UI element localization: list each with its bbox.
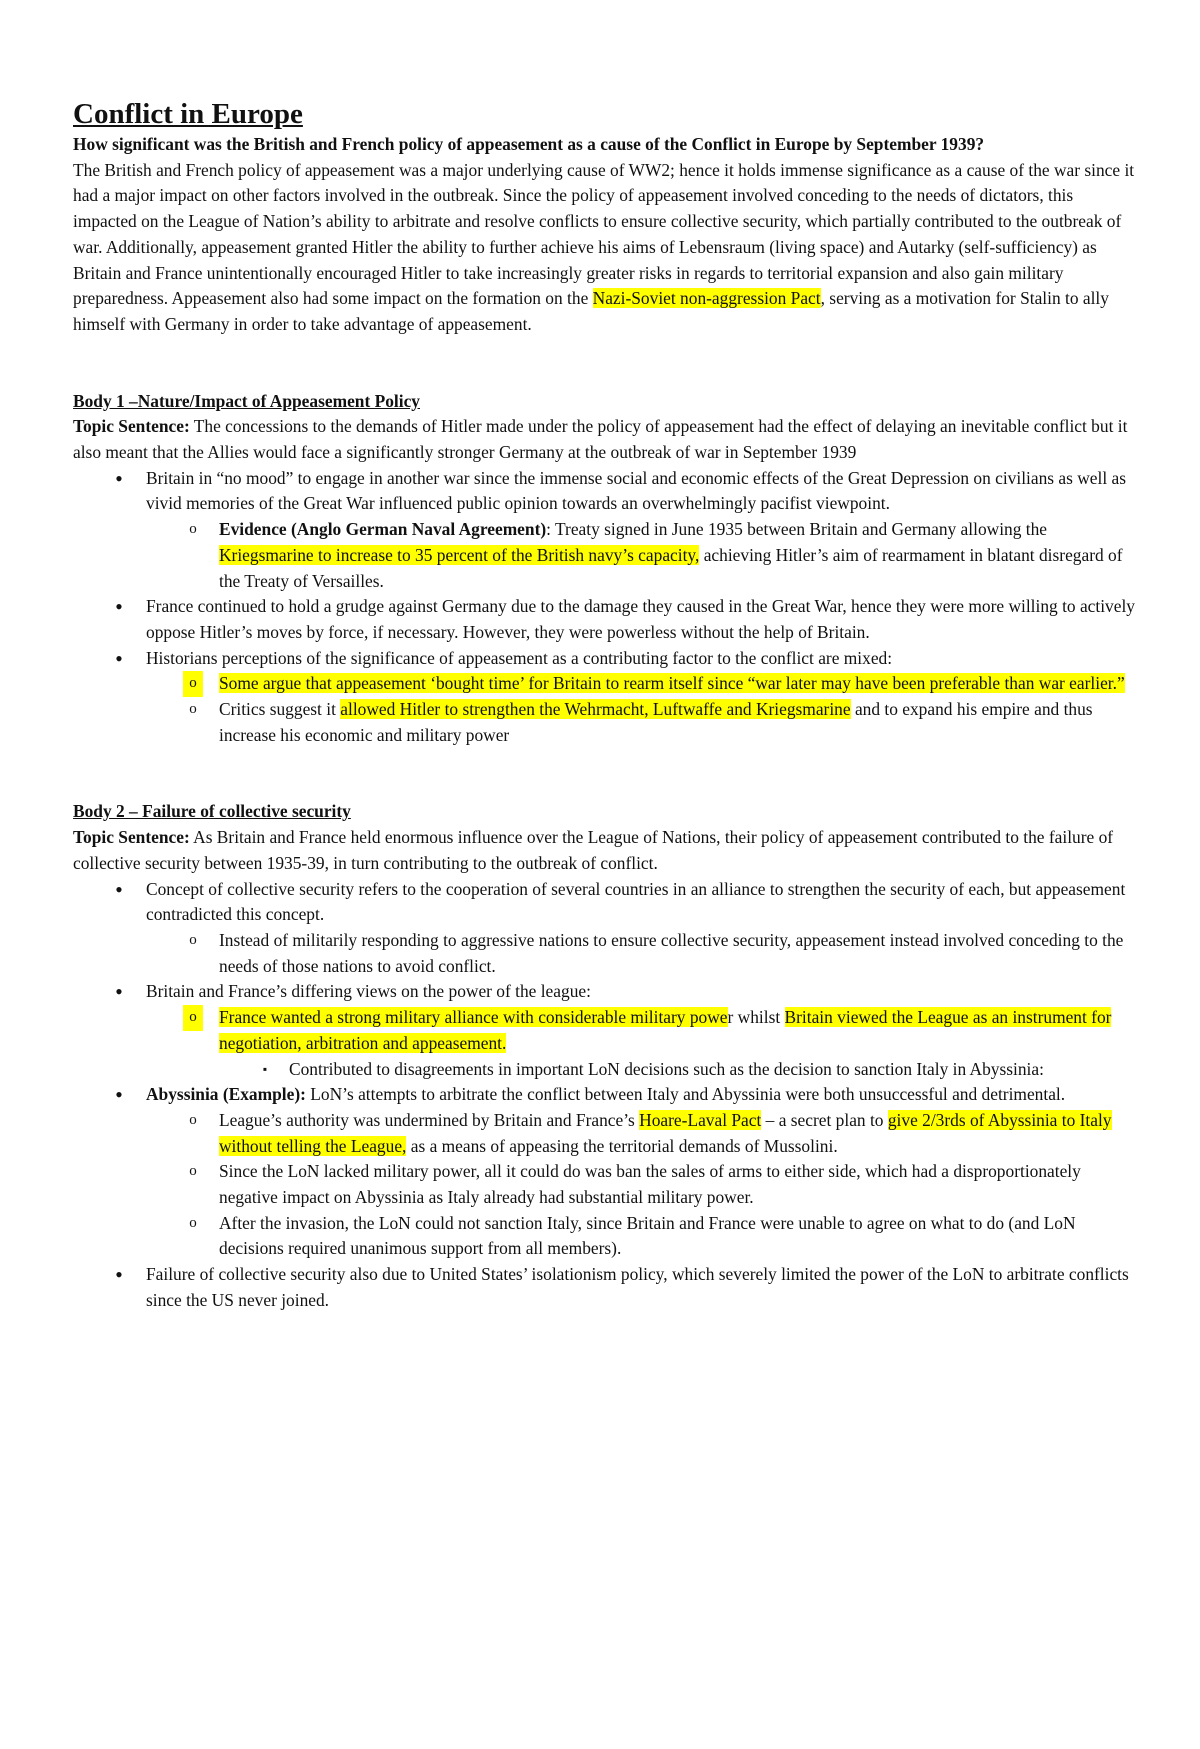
list-item-text: League’s authority was undermined by Britain and France’s: [219, 1109, 640, 1130]
list-item-text: LoN’s attempts to arbitrate the conflict between Italy and Abyssinia were both unsuccessful and detrimental.: [305, 1084, 1066, 1105]
list-item: [73, 877, 1138, 928]
circle-marker: o: [189, 701, 197, 718]
example-label: Abyssinia (Example):: [146, 1084, 306, 1105]
highlight-nazi-soviet-pact: Nazi-Soviet non-aggression Pact: [592, 288, 821, 309]
bullet-marker: •: [115, 1082, 123, 1108]
list-item-text: Critics suggest it: [219, 699, 341, 720]
list-item: [73, 1262, 1138, 1313]
circle-marker: o: [183, 1005, 203, 1031]
circle-marker: o: [183, 671, 203, 697]
list-item-text: Failure of collective security also due to United States’ isolationism policy, which severely limited the power of the LoN to arbitrate conflicts since the US never joined.: [146, 1264, 1129, 1310]
list-item: [73, 1159, 1138, 1210]
highlight-wehrmacht: allowed Hitler to strengthen the Wehrmacht, Luftwaffe and Kriegsmarine: [340, 699, 851, 720]
essay-question: How significant was the British and French policy of appeasement as a cause of the Conflict in Europe by September 1939?: [73, 134, 985, 154]
list-item-text: Instead of militarily responding to aggressive nations to ensure collective security, appeasement instead involved conceding to the needs of those nations to avoid conflict.: [219, 929, 1124, 976]
list-item-text: Since the LoN lacked military power, all it could do was ban the sales of arms to either side, which had a disproportionately negative impact on Abyssinia as Italy already had substantial military power.: [219, 1161, 1081, 1208]
list-item: [73, 646, 1138, 672]
body2-list: [73, 877, 1138, 1314]
bullet-marker: •: [115, 979, 123, 1005]
topic-label: Topic Sentence:: [73, 416, 190, 437]
bullet-marker: •: [115, 645, 123, 671]
document-page: [73, 96, 1138, 1314]
bullet-marker: •: [115, 594, 123, 620]
list-item-text: : Treaty signed in June 1935 between Britain and Germany allowing the: [546, 519, 1048, 540]
circle-marker: o: [189, 1214, 197, 1231]
circle-marker: o: [189, 1163, 197, 1180]
list-item-text: Britain and France’s differing views on the power of the league:: [146, 981, 591, 1002]
list-item-text: Britain in “no mood” to engage in another war since the immense social and economic effects of the Great Depression on civilians as well as vivid memories of the Great War influenced public opinion towards an overwhelmingly pacifist viewpoint.: [146, 467, 1127, 514]
topic-text: As Britain and France held enormous influence over the League of Nations, their policy of appeasement contributed to the failure of collective security between 1935-39, in turn contributing to the outbreak of conflict.: [73, 827, 1114, 873]
highlight-kriegsmarine: Kriegsmarine to increase to 35 percent of the British navy’s capacity,: [219, 544, 700, 565]
spacer: [73, 748, 1138, 799]
square-marker: ▪: [262, 1061, 268, 1076]
list-item: [73, 517, 1138, 594]
bullet-marker: •: [115, 1262, 123, 1288]
intro-text-1: The British and French policy of appeasement was a major underlying cause of WW2; hence it holds immense significance as a cause of the war since it had a major impact on other factors involved in the outbreak. Since the policy of appeasement involved conceding to the needs of dictators, this impacted on the League of Nation’s ability to arbitrate and resolve conflicts to ensure collective security, which partially contributed to the outbreak of war. Additionally, appeasement granted Hitler the ability to further achieve his aims of Lebensraum (living space) and Autarky (self-sufficiency) as Britain and France unintentionally encouraged Hitler to take increasingly greater risks in regards to territorial expansion and also gain military preparedness. Appeasement also had some impact on the formation on the: [73, 159, 1135, 309]
body1-heading: Body 1 –Nature/Impact of Appeasement Policy: [73, 390, 420, 411]
body2-topic-sentence: [73, 825, 1138, 876]
list-item-text: Some argue that appeasement ‘bought time’ for Britain to rearm itself since “: [219, 673, 756, 694]
list-item-text: r whilst: [727, 1007, 785, 1028]
bullet-marker: •: [115, 465, 123, 491]
body1-list: [73, 466, 1138, 749]
list-item-text: – a secret plan to: [761, 1109, 888, 1130]
list-item: [73, 697, 1138, 748]
list-item-text: Historians perceptions of the significance of appeasement as a contributing factor to the conflict are mixed:: [146, 647, 893, 668]
topic-label: Topic Sentence:: [73, 827, 190, 848]
list-item-text: France continued to hold a grudge against Germany due to the damage they caused in the Great War, hence they were more willing to actively oppose Hitler’s moves by force, if necessary. However, they were powerless without the help of Britain.: [146, 596, 1135, 642]
list-item-text: Contributed to disagreements in important LoN decisions such as the decision to sanction Italy in Abyssinia:: [289, 1058, 1044, 1079]
circle-marker: o: [189, 521, 197, 538]
list-item: [73, 1005, 1138, 1056]
list-item-text: After the invasion, the LoN could not sanction Italy, since Britain and France were unable to agree on what to do (and LoN decisions required unanimous support from all members).: [219, 1212, 1076, 1259]
list-item: [73, 1108, 1138, 1159]
list-item: [73, 1211, 1138, 1262]
list-item-text: achieving Hitler’s aim of rearmament in blatant disregard of the Treaty of Versailles.: [219, 544, 1123, 591]
spacer: [73, 338, 1138, 389]
document-title: Conflict in Europe: [73, 98, 303, 130]
highlight-britain-league: Britain viewed the League as an instrument for negotiation, arbitration and appeasement.: [219, 1007, 1112, 1053]
list-item-text: and to expand his empire and thus increase his economic and military power: [219, 699, 1093, 745]
highlight-france-military: France wanted a strong military alliance with considerable military powe: [219, 1007, 728, 1028]
list-item: [73, 466, 1138, 517]
body2-heading: Body 2 – Failure of collective security: [73, 801, 351, 822]
bullet-marker: •: [115, 876, 123, 902]
list-item: [73, 1057, 1138, 1083]
list-item: [73, 928, 1138, 979]
list-item-text: Concept of collective security refers to the cooperation of several countries in an alliance to strengthen the security of each, but appeasement contradicted this concept.: [146, 878, 1126, 925]
list-item-text: as a means of appeasing the territorial demands of Mussolini.: [406, 1135, 838, 1156]
highlight-hoare-laval: Hoare-Laval Pact: [639, 1109, 762, 1130]
circle-marker: o: [189, 931, 197, 948]
evidence-label: Evidence (Anglo German Naval Agreement): [219, 519, 547, 540]
highlight-abyssinia-italy: give 2/3rds of Abyssinia to Italy without telling the League,: [219, 1109, 1112, 1156]
list-item: [73, 979, 1138, 1005]
intro-text-2: , serving as a motivation for Stalin to ally himself with Germany in order to take advantage of appeasement.: [73, 288, 1109, 334]
list-item: [73, 1082, 1138, 1108]
topic-text: The concessions to the demands of Hitler made under the policy of appeasement had the effect of delaying an inevitable conflict but it also meant that the Allies would face a significantly stronger Germany at the outbreak of war in September 1939: [73, 416, 1128, 463]
highlight-war-later: war later may have been preferable than war earlier.”: [755, 673, 1125, 694]
circle-marker: o: [189, 1111, 197, 1128]
list-item: [73, 671, 1138, 697]
body1-topic-sentence: [73, 414, 1138, 465]
intro-paragraph: [73, 158, 1138, 338]
list-item: [73, 594, 1138, 645]
